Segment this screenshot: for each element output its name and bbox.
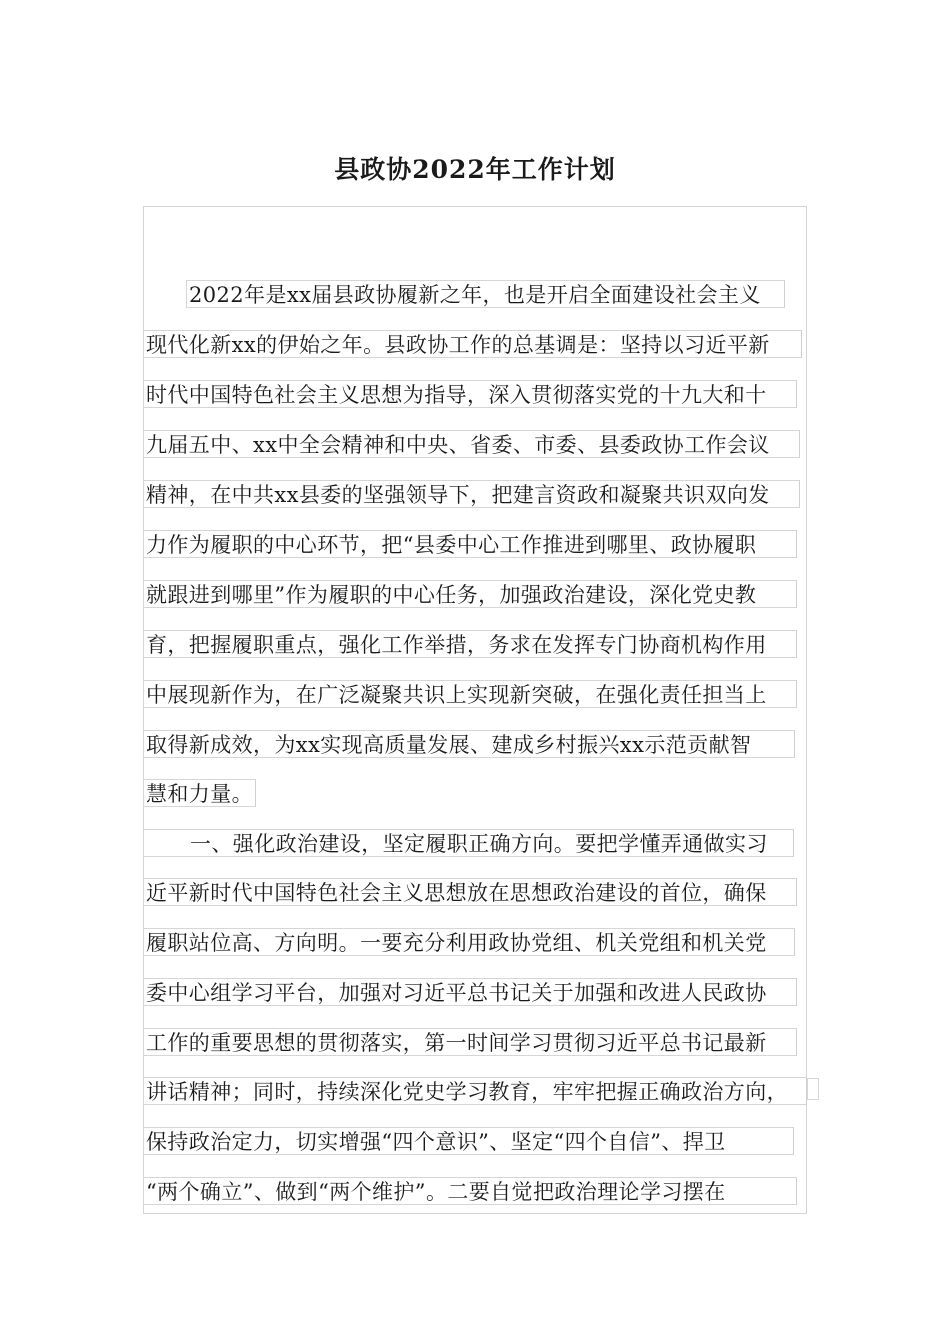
body-line: 精神，在中共xx县委的坚强领导下，把建言资政和凝聚共识双向发	[143, 480, 800, 508]
body-line: 工作的重要思想的贯彻落实，第一时间学习贯彻习近平总书记最新	[143, 1028, 797, 1056]
line-overflow-marker	[807, 1078, 819, 1100]
body-line: 中展现新作为，在广泛凝聚共识上实现新突破，在强化责任担当上	[143, 680, 797, 708]
body-line: “两个确立”、做到“两个维护”。二要自觉把政治理论学习摆在	[143, 1177, 797, 1205]
body-line: 一、强化政治建设，坚定履职正确方向。要把学懂弄通做实习	[143, 829, 794, 857]
body-line: 保持政治定力，切实增强“四个意识”、坚定“四个自信”、捍卫	[143, 1127, 794, 1155]
body-line: 履职站位高、方向明。一要充分利用政协党组、机关党组和机关党	[143, 928, 795, 956]
body-line: 取得新成效，为xx实现高质量发展、建成乡村振兴xx示范贡献智	[143, 730, 795, 758]
body-line: 就跟进到哪里”作为履职的中心任务，加强政治建设，深化党史教	[143, 580, 797, 608]
body-line: 育，把握履职重点，强化工作举措，务求在发挥专门协商机构作用	[143, 630, 797, 658]
body-line: 九届五中、xx中全会精神和中央、省委、市委、县委政协工作会议	[143, 430, 800, 458]
body-line: 力作为履职的中心环节，把“县委中心工作推进到哪里、政协履职	[143, 530, 797, 558]
document-title: 县政协2022年工作计划	[334, 155, 616, 184]
body-line: 慧和力量。	[143, 779, 256, 807]
body-line: 2022年是xx届县政协履新之年，也是开启全面建设社会主义	[186, 280, 785, 308]
body-line: 现代化新xx的伊始之年。县政协工作的总基调是：坚持以习近平新	[143, 330, 802, 358]
body-line: 委中心组学习平台，加强对习近平总书记关于加强和改进人民政协	[143, 978, 797, 1006]
body-line: 讲话精神；同时，持续深化党史学习教育，牢牢把握正确政治方向，	[143, 1077, 807, 1105]
body-line: 近平新时代中国特色社会主义思想放在思想政治建设的首位，确保	[143, 878, 797, 906]
body-line: 时代中国特色社会主义思想为指导，深入贯彻落实党的十九大和十	[143, 380, 797, 408]
